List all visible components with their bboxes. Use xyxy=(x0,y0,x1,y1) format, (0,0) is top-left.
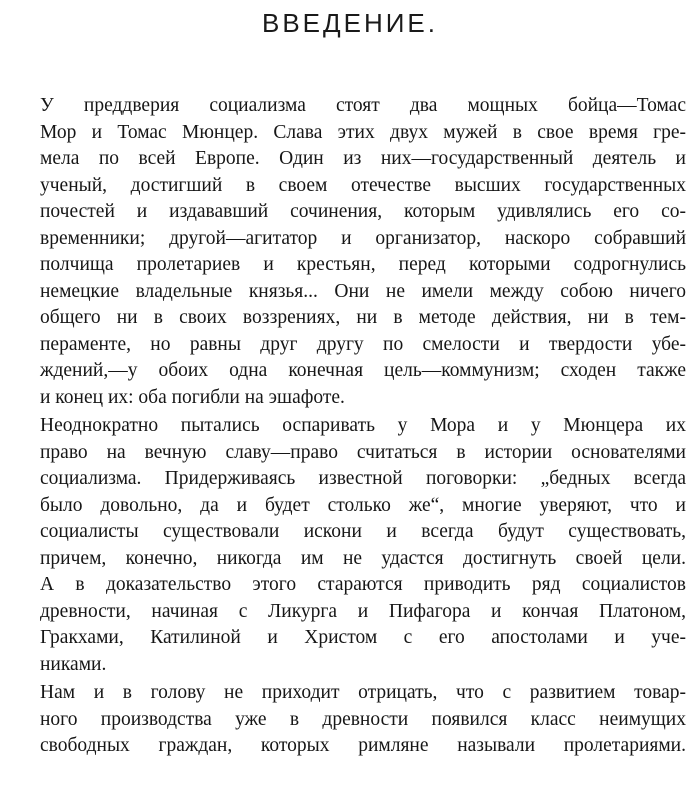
text-line: пераменте, но равны друг другу по смелости и твердости убе- xyxy=(40,333,686,355)
text-line: ждений,—у обоих одна конечная цель—коммунизм; сходен также xyxy=(40,360,686,381)
paragraph-1 xyxy=(40,93,686,411)
text-line: право на вечную славу—право считаться в истории основателями xyxy=(40,441,686,463)
text-line: социалисты существовали искони и всегда будут существовать, xyxy=(40,521,686,542)
text-line: ученый, достигший в своем отечестве высших государственных xyxy=(40,174,686,196)
text-line: и конец их: оба погибли на эшафоте. xyxy=(40,386,345,408)
text-line: А в доказательство этого стараются приводить ряд социалистов xyxy=(40,574,686,595)
body-text xyxy=(40,93,686,760)
text-line: древности, начиная с Ликурга и Пифагора и кончая Платоном, xyxy=(40,600,686,622)
text-line: полчища пролетариев и крестьян, перед которыми содрогнулись xyxy=(40,254,686,275)
paragraph-3 xyxy=(40,680,686,760)
chapter-heading: ВВЕДЕНИЕ. xyxy=(261,8,438,38)
text-line: было довольно, да и будет столько же“, многие уверяют, что и xyxy=(40,494,686,516)
text-line: почестей и издававший сочинения, которым удивлялись его со- xyxy=(40,201,686,222)
text-line: общего ни в своих воззрениях, ни в методе действия, ни в тем- xyxy=(40,307,686,328)
text-line: немецкие владельные князья... Они не имели между собою ничего xyxy=(40,280,686,302)
text-line: причем, конечно, никогда им не удастся достигнуть своей цели. xyxy=(40,547,686,569)
text-line: Гракхами, Катилиной и Христом с его апостолами и уче- xyxy=(40,627,686,648)
paragraph-2 xyxy=(40,413,686,678)
text-line: Мор и Томас Мюнцер. Слава этих двух мужей в свое время гре- xyxy=(40,121,686,143)
text-line: свободных граждан, которых римляне называли пролетариями. xyxy=(40,735,686,756)
text-line: временники; другой—агитатор и организатор, наскоро собравший xyxy=(40,227,686,249)
text-line: мела по всей Европе. Один из них—государственный деятель и xyxy=(40,148,686,169)
text-line: У преддверия социализма стоят два мощных бойца—Томас xyxy=(40,95,686,116)
text-line: ного производства уже в древности появился класс неимущих xyxy=(40,708,686,730)
text-line: Неоднократно пытались оспаривать у Мора и у Мюнцера их xyxy=(40,415,686,436)
text-line: никами. xyxy=(40,653,107,675)
text-line: Нам и в голову не приходит отрицать, что с развитием товар- xyxy=(40,682,686,703)
text-line: социализма. Придерживаясь известной поговорки: „бедных всегда xyxy=(40,468,686,489)
